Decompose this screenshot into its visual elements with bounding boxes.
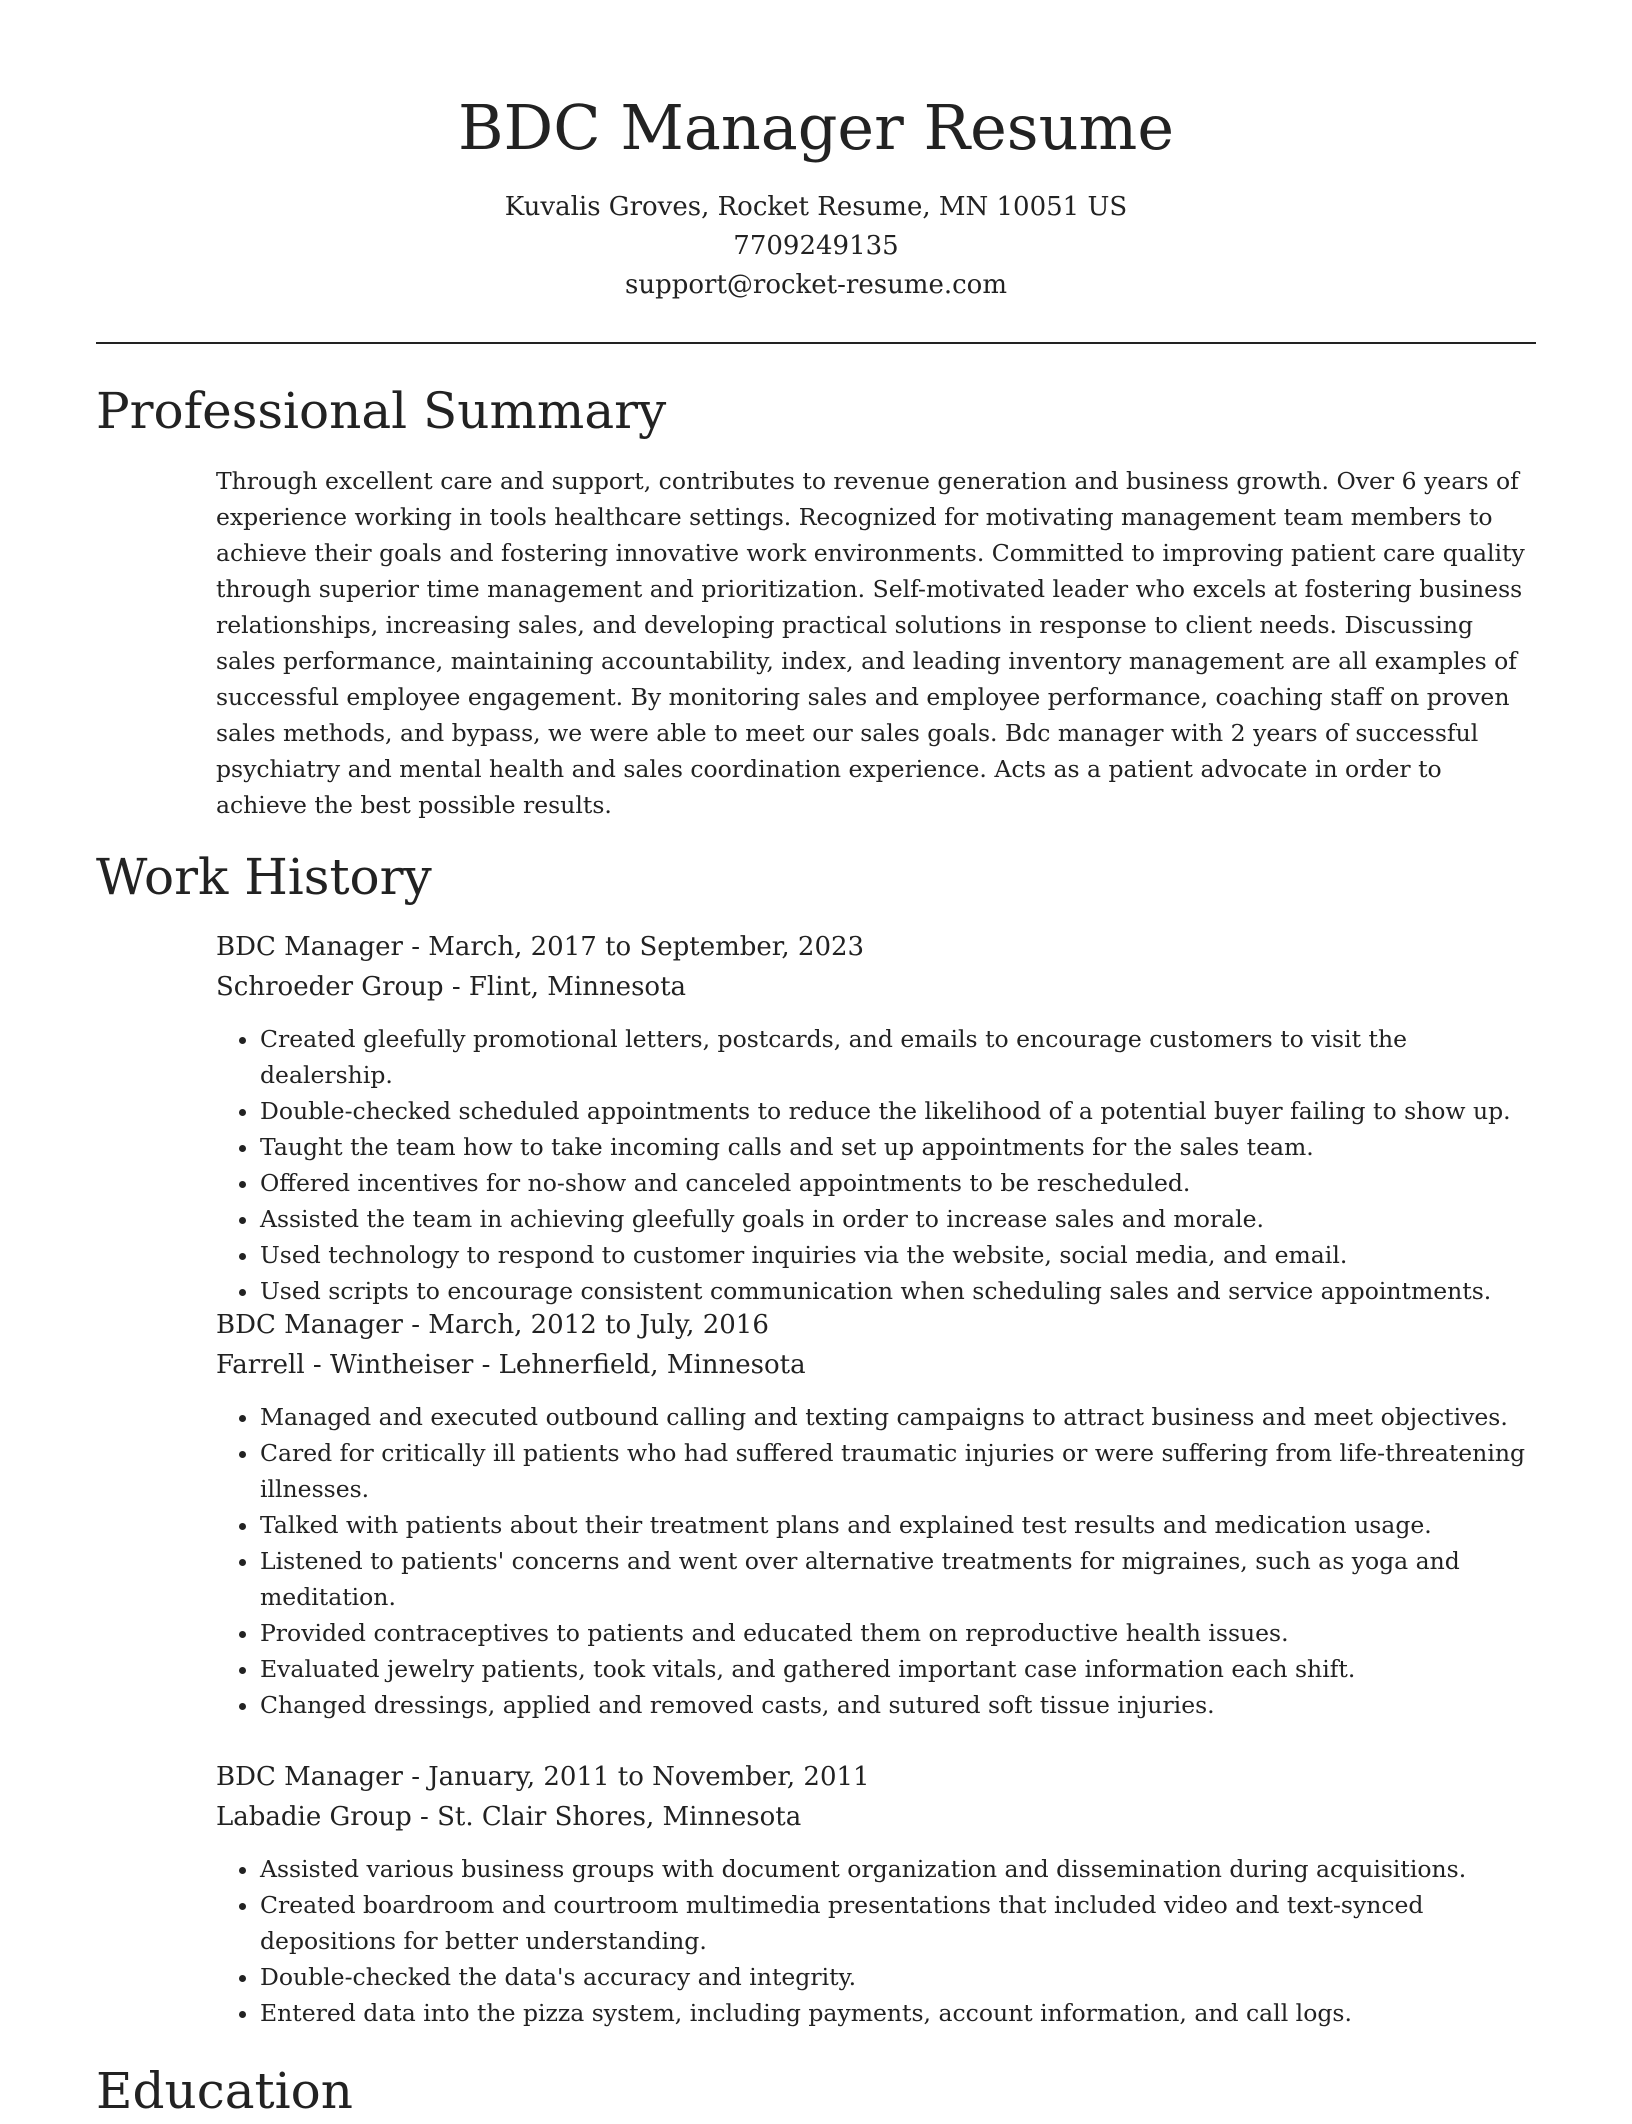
job-company-line: Labadie Group - St. Clair Shores, Minnesota	[216, 1802, 802, 1832]
job-entry	[216, 1758, 1534, 2031]
job-bullet: • Entered data into the pizza system, including payments, account information, and call logs.	[260, 1995, 1534, 2031]
job-bullet: • Provided contraceptives to patients and educated them on reproductive health issues.	[260, 1615, 1534, 1651]
job-bullet: • Offered incentives for no-show and canceled appointments to be rescheduled.	[260, 1165, 1534, 1201]
job-bullet: • Double-checked scheduled appointments to reduce the likelihood of a potential buyer failing to show up.	[260, 1093, 1534, 1129]
job-bullet: • Managed and executed outbound calling and texting campaigns to attract business and meet objectives.	[260, 1399, 1534, 1435]
job-entry	[216, 1306, 1534, 1723]
job-title-line: BDC Manager - March, 2017 to September, 2023	[216, 932, 865, 962]
contact-phone: 7709249135	[733, 231, 899, 261]
job-bullet: • Created gleefully promotional letters, postcards, and emails to encourage customers to visit the dealership.	[260, 1021, 1534, 1093]
contact-block	[0, 188, 1632, 305]
summary-text: Through excellent care and support, contributes to revenue generation and business growth. Over 6 years of experience working in tools healthcare settings. Recognized for motivating management team members to achieve their goals and fostering innovative work environments. Committed to improving patient care quality through superior time management and prioritization. Self-motivated leader who excels at fostering business relationships, increasing sales, and developing practical solutions in response to client needs. Discussing sales performance, maintaining accountability, index, and leading inventory management are all examples of successful employee engagement. By monitoring sales and employee performance, coaching staff on proven sales methods, and bypass, we were able to meet our sales goals. Bdc manager with 2 years of successful psychiatry and mental health and sales coordination experience. Acts as a patient advocate in order to achieve the best possible results.	[216, 467, 1525, 819]
job-bullet: • Evaluated jewelry patients, took vitals, and gathered important case information each shift.	[260, 1651, 1534, 1687]
job-bullet-list	[216, 1399, 1534, 1723]
job-bullet: • Taught the team how to take incoming calls and set up appointments for the sales team.	[260, 1129, 1534, 1165]
work-history-heading: Work History	[96, 848, 432, 906]
job-bullet: • Assisted the team in achieving gleefully goals in order to increase sales and morale.	[260, 1201, 1534, 1237]
contact-email: support@rocket-resume.com	[624, 270, 1007, 300]
job-company-line: Schroeder Group - Flint, Minnesota	[216, 972, 687, 1002]
header-divider	[96, 342, 1536, 344]
job-bullet: • Talked with patients about their treatment plans and explained test results and medication usage.	[260, 1507, 1534, 1543]
job-bullet: • Assisted various business groups with document organization and dissemination during acquisitions.	[260, 1851, 1534, 1887]
job-company-line: Farrell - Wintheiser - Lehnerfield, Minnesota	[216, 1350, 806, 1380]
job-title-line: BDC Manager - March, 2012 to July, 2016	[216, 1310, 769, 1340]
job-bullet: • Changed dressings, applied and removed casts, and sutured soft tissue injuries.	[260, 1687, 1534, 1723]
job-title-line: BDC Manager - January, 2011 to November, 2011	[216, 1762, 870, 1792]
job-bullet-list	[216, 1021, 1534, 1309]
job-bullet: • Double-checked the data's accuracy and integrity.	[260, 1959, 1534, 1995]
resume-title: BDC Manager Resume	[457, 91, 1175, 164]
education-heading: Education	[96, 2062, 353, 2120]
job-entry	[216, 928, 1534, 1309]
job-bullet: • Used scripts to encourage consistent communication when scheduling sales and service appointments.	[260, 1273, 1534, 1309]
contact-address: Kuvalis Groves, Rocket Resume, MN 10051 US	[504, 192, 1128, 222]
resume-header	[0, 86, 1632, 305]
job-bullet: • Listened to patients' concerns and went over alternative treatments for migraines, such as yoga and meditation.	[260, 1543, 1534, 1615]
job-bullet: • Created boardroom and courtroom multimedia presentations that included video and text-synced depositions for better understanding.	[260, 1887, 1534, 1959]
job-bullet: • Used technology to respond to customer inquiries via the website, social media, and email.	[260, 1237, 1534, 1273]
job-bullet-list	[216, 1851, 1534, 2031]
summary-heading: Professional Summary	[96, 382, 667, 440]
job-bullet: • Cared for critically ill patients who had suffered traumatic injuries or were suffering from life-threatening illnesses.	[260, 1435, 1534, 1507]
